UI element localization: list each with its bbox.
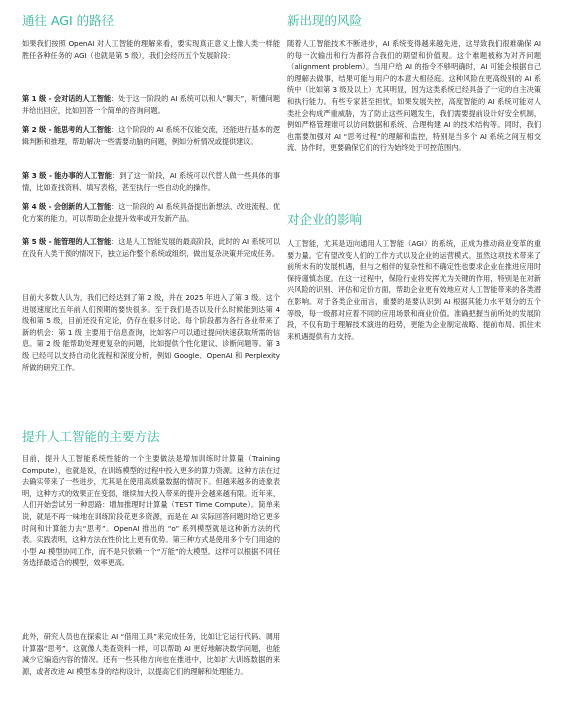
section-title-emerging-risks: 新出现的风险 bbox=[287, 13, 363, 28]
methods-paragraph-1: 目前，提升人工智能系统性能的一个主要做法是增加训练时计算量（Training Compute），也就是说，在训练模型的过程中投入更多的算力资源。这种方法在过去确实带来了一些进步，尤其是在使用高质量数据的情况下。但越来越多的迹象表明，这种方式的效果正在变弱，继续加大投入带来的提升会越来越有限。近年来，人们开始尝试另一种思路：增加推理时计算量（TEST Time Compute）。简单来说，就是不再一味地在训练阶段花更多资源，而是在 AI 实际回答问题时给它更多时间和计算能力去“思考”。OpenAI 推出的 “o” 系列模型就是这种新方法的代表。实践表明，这种方法在性价比上更有优势。第三种方式是使用多个专门用途的小型 AI 模型协同工作，而不是只依赖一个“万能”的大模型。这样可以根据不同任务选择最适合的模型，效率更高。 bbox=[22, 454, 280, 568]
intro-paragraph: 如果我们按照 OpenAI 对人工智能的理解来看，要实现真正意义上像人类一样能胜任各种任务的 AGI（也就是第 5 级），我们会经历五个发展阶段： bbox=[22, 39, 280, 60]
level-1-item bbox=[22, 93, 280, 116]
level-4-head: 第 4 级 - bbox=[22, 202, 52, 211]
level-1-head: 第 1 级 - bbox=[22, 94, 52, 103]
level-3-name: 能办事的人工智能 bbox=[54, 171, 112, 180]
section-title-agi-path: 通往 AGI 的路径 bbox=[22, 13, 115, 28]
level-5-name: 能管理的人工智能 bbox=[53, 237, 112, 246]
level-2-text: ：这个阶段的 AI 系统不仅能交流，还能进行基本的逻辑判断和推理，帮助解决一些需要动脑的问题，例如分析情况或提供建议。 bbox=[22, 125, 280, 146]
risks-paragraph: 随着人工智能技术不断进步，AI 系统变得越来越先进，这导致我们很难确保 AI 的每一次输出和行为都符合我们的期望和价值观。这个难题被称为对齐问题（alignment problem）。当用户给 AI 的指令不够明确时，AI 可能会根据自己的理解去做事，结果可能与用户的本意大相径庭。这种风险在更高级别的 AI 系统中（比如第 3 级及以上）尤其明显，因为这类系统已经具备了一定的自主决策和执行能力。有些专家甚至担忧，如果发展失控，高度智能的 AI 系统可能对人类社会构成严重威胁，为了防止这些问题发生，我们需要提前设计好安全机制，例如严格管理谁可以访问数据和系统、合理构建 AI 的技术结构等。同时，我们也需要加强对 AI “思考过程”的理解和监控，特别是当多个 AI 系统之间互相交流、协作时，更要确保它们的行为始终处于可控范围内。 bbox=[287, 39, 541, 153]
level-5-text: ：这是人工智能发展的最高阶段，此时的 AI 系统可以在没有人类干预的情况下，独立运作整个系统或组织，做出复杂决策并完成任务。 bbox=[22, 237, 280, 258]
level-3-head: 第 3 级 - bbox=[22, 171, 52, 180]
level-1-text: ：处于这一阶段的 AI 系统可以和人“聊天”，听懂问题并给出回应，比如回答一个简单的咨询问题。 bbox=[22, 94, 280, 115]
methods-paragraph-2: 此外，研究人员也在探索让 AI “借用工具”来完成任务，比如让它运行代码、调用计算器“思考”。这就像人类查资料一样，可以帮助 AI 更好地解决数学问题，也能减少它编造内容的情况。还有一些其他方向也在推进中，比如扩大训练数据的来源，或者改进 AI 模型本身的结构设计，以提高它们的理解和处理能力。 bbox=[22, 632, 280, 676]
section-title-improvement-methods: 提升人工智能的主要方法 bbox=[22, 429, 160, 444]
level-3-text: ：到了这一阶段，AI 系统可以代替人做一些具体的事情，比如查找资料、填写表格，甚至执行一些自动化的操作。 bbox=[22, 171, 280, 192]
level-2-item bbox=[22, 124, 280, 147]
level-5-item bbox=[22, 236, 280, 259]
level-3-item bbox=[22, 170, 280, 193]
level-2-name: 能思考的人工智能 bbox=[53, 125, 112, 134]
level-1-name: 会对话的人工智能 bbox=[53, 94, 112, 103]
level-5-head: 第 5 级 - bbox=[22, 237, 52, 246]
level-4-name: 会创新的人工智能 bbox=[53, 202, 112, 211]
progress-paragraph: 目前大多数人认为，我们已经达到了第 2 级，并在 2025 年进入了第 3 级。这个进展速度比五年前人们预期的要快很多。至于我们是否以及什么时候能到达第 4 级和第 5 级，目前还没有定论，仍存在很多讨论。每个阶段都为各行各业带来了新的机会：第 1 级 主要用于信息查询，比如客户可以通过提问快速获取所需的信息。第 2 级 能帮助处理更复杂的问题，比如提供个性化建议、诊断问题等。第 3 级 已经可以支持自动化流程和深度分析，例如 Google、OpenAI 和 Perplexity 所做的研究工作。 bbox=[22, 293, 280, 372]
business-impact-paragraph: 人工智能，尤其是迈向通用人工智能（AGI）的系统，正成为推动商业变革的重要力量。它有望改变人们的工作方式以及企业的运营模式。虽然这项技术带来了前所未有的发展机遇，但与之相伴的复杂性和不确定性也要求企业在推进应用时保持谨慎态度。在这一过程中，保险行业将发挥尤为关键的作用，特别是在对新兴风险的识别、评估和定价方面，帮助企业更有效地应对人工智能带来的各类潜在影响。对于各类企业而言，重要的是要认识到 AI 根据其能力水平划分的五个等级，每一级都对应着不同的应用场景和商业价值。准确把握当前所处的发展阶段，不仅有助于理解技术演进的趋势，更能为企业制定战略、提前布局、抓住未来机遇提供有力支持。 bbox=[287, 239, 541, 341]
section-title-business-impact: 对企业的影响 bbox=[287, 212, 363, 227]
level-4-item bbox=[22, 201, 280, 224]
level-2-head: 第 2 级 - bbox=[22, 125, 52, 134]
level-4-text: ：这一阶段的 AI 系统具备提出新想法、改进流程、优化方案的能力，可以帮助企业提升效率或开发新产品。 bbox=[22, 202, 280, 223]
